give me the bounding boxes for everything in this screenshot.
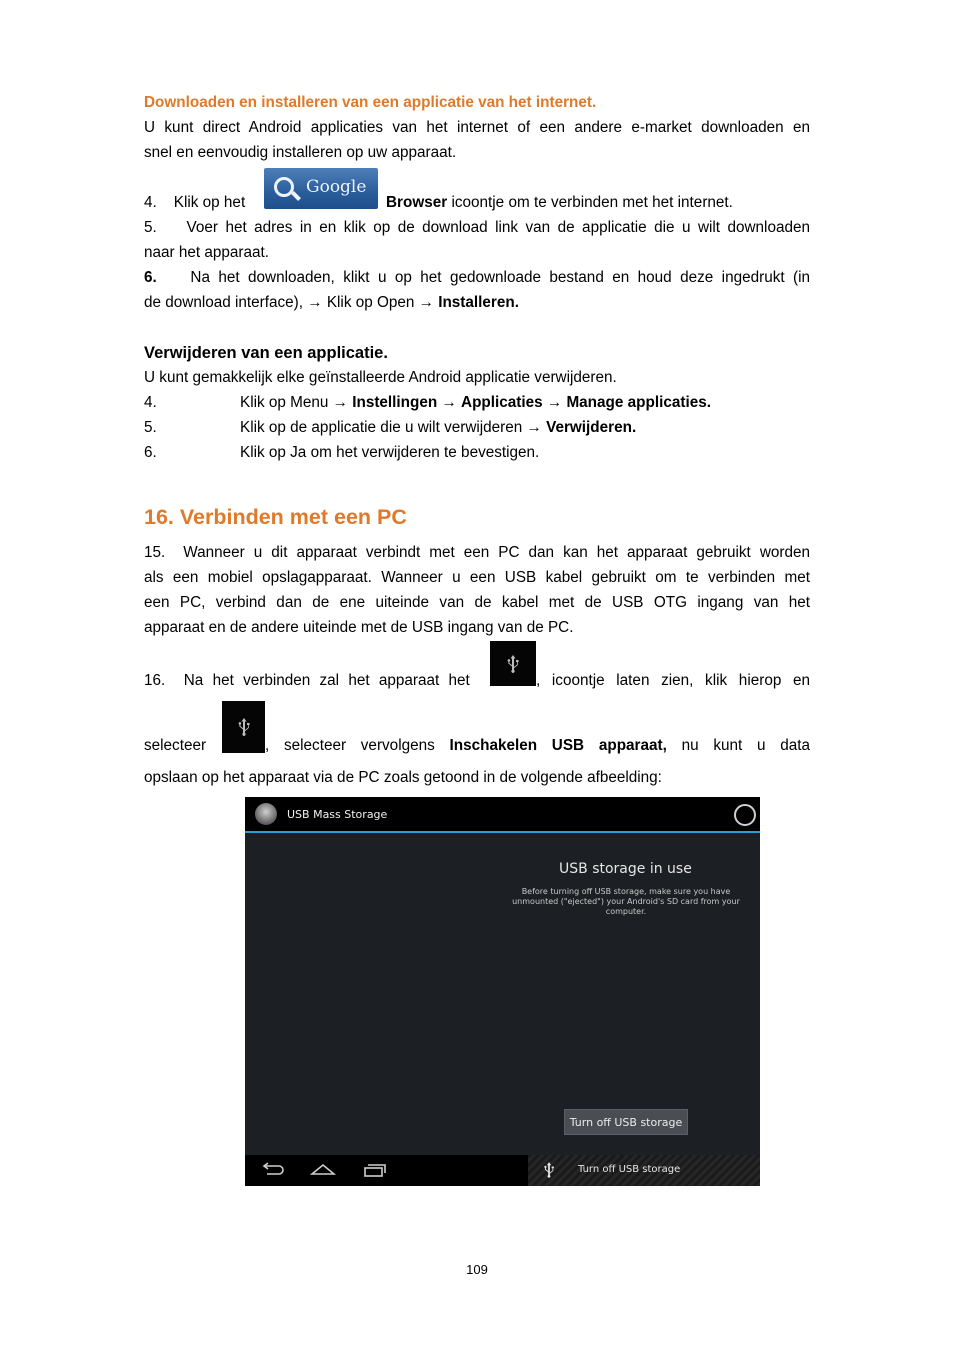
page-number: 109 <box>466 1262 488 1277</box>
para16-line2 <box>265 736 810 756</box>
para16-line1-post: , icoontje laten zien, klik hierop en <box>536 672 810 689</box>
home-icon[interactable] <box>310 1162 336 1178</box>
step4-number: 4. <box>144 194 157 211</box>
turn-off-usb-button[interactable]: Turn off USB storage <box>564 1109 688 1135</box>
para16-line1-pre: 16. Na het verbinden zal het apparaat het <box>144 672 470 689</box>
usb-icon <box>542 1162 556 1178</box>
google-icon-text: Google <box>306 177 367 197</box>
para16-line2-mid: , selecteer vervolgens <box>265 737 435 754</box>
usb-storage-heading: USB storage in use <box>559 861 692 877</box>
inschakelen-label: Inschakelen USB apparaat, <box>449 737 667 754</box>
usb-storage-screenshot <box>245 797 760 1186</box>
step4-post: icoontje om te verbinden met het internet. <box>451 194 733 211</box>
remove-heading: Verwijderen van een applicatie. <box>144 344 388 362</box>
status-notification[interactable] <box>528 1155 760 1186</box>
usb-icon <box>236 718 252 736</box>
remove-item-number: 4. <box>144 394 157 411</box>
notification-text: Turn off USB storage <box>578 1164 681 1175</box>
step6-line2 <box>144 293 519 313</box>
manage-applicaties-label: Manage applicaties. <box>566 394 711 411</box>
usb-icon <box>505 655 521 673</box>
magnifier-handle <box>291 191 301 201</box>
step6-line2-pre: de download interface), → Klik op Open → <box>144 294 434 311</box>
step4-pre: Klik op het <box>173 194 246 211</box>
recent-apps-icon[interactable] <box>362 1162 388 1178</box>
para15-line: een PC, verbind dan de ene uiteinde van de kabel met de USB OTG ingang van het <box>144 594 810 611</box>
remove-item-text: Klik op Menu → <box>240 394 348 411</box>
app-title: USB Mass Storage <box>287 808 388 821</box>
para15-last-line: apparaat en de andere uiteinde met de USB ingang van de PC. <box>144 619 574 636</box>
verwijderen-label: Verwijderen. <box>546 419 637 436</box>
step4-line <box>144 193 245 213</box>
progress-spinner-icon <box>734 804 756 826</box>
para15-line: 15. Wanneer u dit apparaat verbindt met een PC dan kan het apparaat gebruikt worden <box>144 544 810 561</box>
remove-item-number: 6. <box>144 444 157 461</box>
browser-label: Browser <box>386 194 448 211</box>
remove-item <box>240 393 711 413</box>
remove-intro: U kunt gemakkelijk elke geïnstalleerde Android applicatie verwijderen. <box>144 369 617 386</box>
step4-rest <box>386 193 733 213</box>
remove-item <box>240 443 539 463</box>
remove-item <box>240 418 636 438</box>
step5-line2: naar het apparaat. <box>144 244 270 261</box>
para15-line: als een mobiel opslagapparaat. Wanneer u een USB kabel gebruikt om te verbinden met <box>144 569 810 586</box>
action-bar <box>245 797 760 833</box>
step6-text: Na het downloaden, klikt u op het gedownloade bestand en houd deze ingedrukt (in <box>190 269 811 286</box>
remove-item-text: Klik op Ja om het verwijderen te bevestigen. <box>240 444 540 461</box>
usb-storage-description: Before turning off USB storage, make sure you have unmounted ("ejected") your Android's SD card from your computer. <box>512 887 740 916</box>
download-heading: Downloaden en installeren van een applicatie van het internet. <box>144 94 597 111</box>
instellingen-label: Instellingen <box>352 394 438 411</box>
google-browser-icon <box>264 168 378 209</box>
usb-notification-icon <box>222 701 265 753</box>
step5-line1: 5. Voer het adres in en klik op de download link van de applicatie die u wilt downloaden <box>144 219 810 236</box>
download-intro-line2: snel en eenvoudig installeren op uw apparaat. <box>144 144 457 161</box>
step6-number: 6. <box>144 269 157 286</box>
remove-item-number: 5. <box>144 419 157 436</box>
section-title: 16. Verbinden met een PC <box>144 505 407 529</box>
installeren-label: Installeren. <box>438 294 519 311</box>
para16-line3: opslaan op het apparaat via de PC zoals getoond in de volgende afbeelding: <box>144 769 662 786</box>
applicaties-label: Applicaties <box>461 394 543 411</box>
arrow: → <box>437 394 462 411</box>
usb-app-icon <box>255 803 277 825</box>
usb-notification-icon <box>490 641 536 686</box>
back-icon[interactable] <box>259 1162 285 1178</box>
arrow: → <box>542 394 567 411</box>
remove-item-text: Klik op de applicatie die u wilt verwijderen → <box>240 419 542 436</box>
para16-line2-pre: selecteer <box>144 737 207 754</box>
download-intro-line1: U kunt direct Android applicaties van het internet of een andere e-market downloaden en <box>144 119 810 136</box>
para16-line2-post: nu kunt u data <box>681 737 810 754</box>
step6-line1 <box>144 268 810 288</box>
